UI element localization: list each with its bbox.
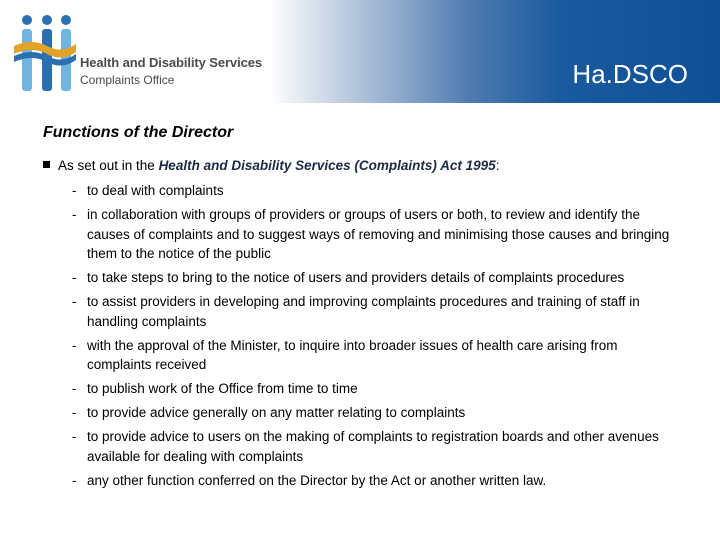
header-banner (0, 0, 720, 103)
list-item-text: to take steps to bring to the notice of users and providers details of complaints procedures (87, 270, 625, 285)
list-item (72, 427, 672, 466)
dash-bullet-icon: - (72, 207, 77, 222)
dash-bullet-icon: - (72, 270, 77, 285)
functions-list (72, 181, 672, 495)
brand-name: Ha.DSCO (572, 59, 688, 89)
list-item (72, 403, 672, 423)
list-item (72, 205, 672, 264)
list-item-text: to publish work of the Office from time to time (87, 381, 358, 396)
list-item (72, 181, 672, 201)
logo-title: Health and Disability Services (80, 55, 262, 70)
list-item-text: to deal with complaints (87, 183, 224, 198)
page-title: Functions of the Director (43, 124, 234, 141)
list-item-text: in collaboration with groups of providers or groups of users or both, to review and identify the causes of complaints and to suggest ways of removing and minimising those causes and bringing them to the notice of the public (87, 207, 670, 261)
intro-suffix: : (495, 158, 500, 173)
people-logo-icon (14, 14, 76, 94)
dash-bullet-icon: - (72, 405, 77, 420)
list-item-text: with the approval of the Minister, to inquire into broader issues of health care arising from complaints received (87, 337, 618, 372)
dash-bullet-icon: - (72, 183, 77, 198)
list-item-text: to provide advice generally on any matter relating to complaints (87, 405, 466, 420)
intro-text (43, 158, 499, 173)
dash-bullet-icon: - (72, 337, 77, 353)
list-item (72, 471, 672, 491)
act-name: Health and Disability Services (Complaints) Act 1995 (158, 158, 496, 173)
dash-bullet-icon: - (72, 429, 77, 444)
list-item (72, 292, 672, 331)
logo-subtitle: Complaints Office (80, 73, 175, 87)
dash-bullet-icon: - (72, 294, 77, 309)
list-item-text: any other function conferred on the Director by the Act or another written law. (87, 472, 547, 488)
list-item (72, 268, 672, 288)
list-item (72, 379, 672, 399)
list-item-text: to assist providers in developing and improving complaints procedures and training of staff in handling complaints (87, 294, 640, 329)
logo (0, 0, 268, 103)
list-item (72, 336, 672, 375)
dash-bullet-icon: - (72, 381, 77, 396)
intro-prefix: As set out in the (58, 158, 159, 173)
list-item-text: to provide advice to users on the making of complaints to registration boards and other avenues available for dealing with complaints (87, 429, 659, 464)
square-bullet-icon (43, 161, 50, 168)
dash-bullet-icon: - (72, 472, 77, 488)
